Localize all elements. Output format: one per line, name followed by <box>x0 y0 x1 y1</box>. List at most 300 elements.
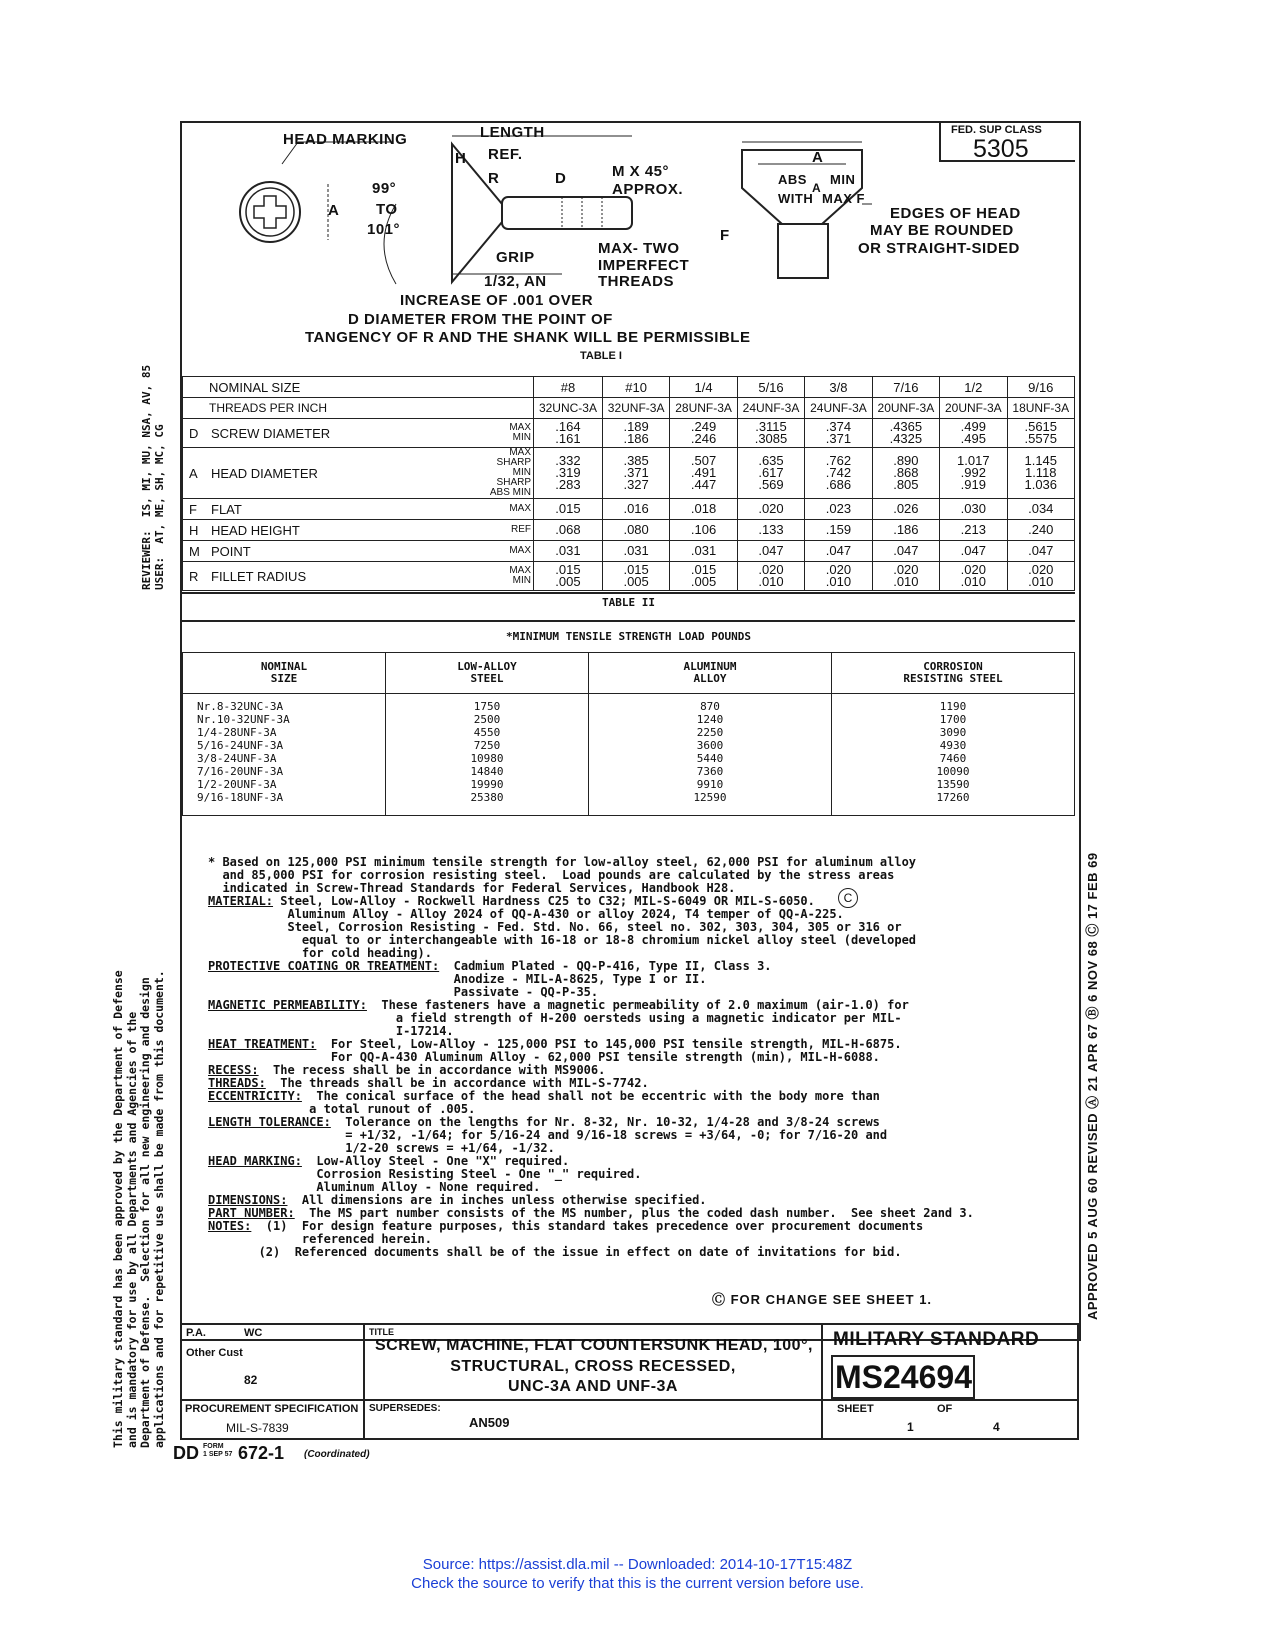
magnetic-text: These fasteners have a magnetic permeability of 2.0 maximum (air-1.0) for a field strength of H-200 oersteds using a magnetic indicator per MIL- I-17214. <box>381 998 909 1038</box>
value-text: .015 <box>690 562 717 577</box>
row-label <box>183 448 484 499</box>
value-cell <box>602 562 669 591</box>
value-text: .068 <box>555 522 581 537</box>
screw-diagram <box>182 124 1075 354</box>
value-text: .890 <box>893 453 919 468</box>
value-cell <box>940 448 1007 499</box>
value-text: .491 <box>690 465 717 480</box>
grip-label: GRIP <box>496 249 535 266</box>
part-number-label: PART NUMBER: <box>208 1206 295 1220</box>
fed-sup-class-label: FED. SUP CLASS <box>951 124 1042 136</box>
table-row <box>183 562 1075 591</box>
increase-label-2: D DIAMETER FROM THE POINT OF <box>348 311 613 328</box>
qualifier-text: MAX <box>509 503 531 514</box>
value-cell <box>670 520 737 541</box>
value-cell <box>737 448 804 499</box>
size-cell: #10 <box>602 377 669 398</box>
eccentricity-label: ECCENTRICITY: <box>208 1089 302 1103</box>
value-text: .026 <box>893 501 919 516</box>
pa-cell <box>180 1323 365 1401</box>
value-cell <box>534 541 603 562</box>
note-1: (1) For design feature purposes, this standard takes precedence over procurement documents referenced herein. <box>265 1219 924 1246</box>
value-cell <box>602 419 669 448</box>
imperfect-label: IMPERFECT <box>598 257 690 274</box>
size-cell: 7/16 <box>872 377 939 398</box>
other-cust-label: Other Cust <box>186 1347 243 1359</box>
value-text: 1.118 <box>1024 465 1057 480</box>
value-text: .015 <box>555 562 581 577</box>
thread-cell: 20UNF-3A <box>940 398 1007 419</box>
row-symbol: D <box>189 425 199 441</box>
low-alloy-column: 1750 2500 4550 7250 10980 14840 19990 25380 <box>386 694 589 816</box>
threads-label: THREADS <box>598 273 675 290</box>
supersedes-value: AN509 <box>469 1415 510 1430</box>
recess-text: The recess shall be in accordance with MS9006. <box>258 1063 606 1077</box>
approx-label: APPROX. <box>612 181 684 198</box>
magnetic-label: MAGNETIC PERMEABILITY: <box>208 998 367 1012</box>
row-symbol: R <box>189 568 199 584</box>
value-cell <box>534 562 603 591</box>
value-text: .031 <box>555 543 581 558</box>
threads-text: The threads shall be in accordance with MIL-S-7742. <box>265 1076 649 1090</box>
value-text: .020 <box>960 562 986 577</box>
value-cell <box>872 499 939 520</box>
of-label: OF <box>937 1403 953 1415</box>
value-text: .031 <box>623 543 649 558</box>
qualifier-text: MAX <box>509 422 531 433</box>
value-text: 1.036 <box>1024 477 1058 492</box>
row-label <box>183 520 484 541</box>
value-cell <box>534 520 603 541</box>
value-cell <box>737 520 804 541</box>
value-text: .164 <box>555 419 581 434</box>
size-cell: #8 <box>534 377 603 398</box>
value-text: .047 <box>1028 543 1054 558</box>
row-name: HEAD DIAMETER <box>211 465 318 481</box>
value-cell <box>872 448 939 499</box>
table-2 <box>182 652 1075 816</box>
row-label <box>183 541 484 562</box>
head-profile <box>742 150 862 224</box>
value-cell <box>602 448 669 499</box>
thread-cell: 20UNF-3A <box>872 398 939 419</box>
value-text: .742 <box>825 465 852 480</box>
row-symbol: H <box>189 522 199 538</box>
row-qualifier <box>483 562 534 591</box>
head-marking-text: Low-Alloy Steel - One "X" required. Corrosion Resisting Steel - One "_" required. Aluminum Alloy - None required. <box>316 1154 642 1194</box>
value-cell <box>805 419 872 448</box>
value-text: .4325 <box>889 431 923 446</box>
of-value: 4 <box>993 1420 1000 1434</box>
recess-label: RECESS: <box>208 1063 259 1077</box>
table-row <box>183 377 1075 398</box>
value-text: .020 <box>758 562 784 577</box>
military-standard-label: MILITARY STANDARD <box>833 1329 1040 1350</box>
value-text: .030 <box>960 501 986 516</box>
value-cell <box>805 448 872 499</box>
r-label: R <box>488 170 500 187</box>
edges-label-1: EDGES OF HEAD <box>890 205 1021 222</box>
value-text: .374 <box>825 419 852 434</box>
value-cell <box>940 562 1007 591</box>
value-cell <box>670 562 737 591</box>
ms-number: MS24694 <box>831 1355 975 1399</box>
row-label <box>183 499 484 520</box>
value-cell <box>940 541 1007 562</box>
value-cell <box>940 520 1007 541</box>
value-cell <box>872 541 939 562</box>
a-label: A <box>328 202 340 219</box>
value-cell <box>805 499 872 520</box>
value-cell <box>805 541 872 562</box>
row-symbol: M <box>189 543 200 559</box>
change-note: Ⓒ FOR CHANGE SEE SHEET 1. <box>712 1292 933 1307</box>
value-cell <box>602 541 669 562</box>
value-text: .635 <box>758 453 784 468</box>
table-row <box>183 520 1075 541</box>
value-cell <box>940 499 1007 520</box>
value-cell <box>1007 419 1074 448</box>
value-cell <box>737 499 804 520</box>
value-text: .005 <box>555 574 581 589</box>
row-symbol: A <box>189 465 198 481</box>
approval-statement: This military standard has been approved by the Department of Defense and is mandatory for use by all Departments and Agencies of the Department of Defense. Selection for all new engineering and design applications and for repetitive use shall be made from this document. <box>111 970 166 1448</box>
value-text: .686 <box>825 477 852 492</box>
value-cell <box>737 419 804 448</box>
value-text: .159 <box>825 522 852 537</box>
table-row <box>183 499 1075 520</box>
aluminum-header: ALUMINUM ALLOY <box>589 653 832 694</box>
angle-label: 99° <box>372 180 397 197</box>
value-text: .5615 <box>1024 419 1058 434</box>
value-text: .010 <box>758 574 784 589</box>
qualifier-text: ABS MIN <box>489 487 531 498</box>
table-row <box>183 448 1075 499</box>
form-small: FORM 1 SEP 57 <box>203 1443 233 1458</box>
reviewer-text <box>140 365 166 590</box>
sheet-cell <box>821 1399 1079 1440</box>
heat-label: HEAT TREATMENT: <box>208 1037 317 1051</box>
value-cell <box>602 520 669 541</box>
revision-c-badge: C <box>838 888 858 908</box>
title-cell <box>363 1323 823 1401</box>
qualifier-text: MIN <box>512 432 531 443</box>
value-cell <box>534 499 603 520</box>
pa-value: WC <box>244 1327 263 1339</box>
user-line: USER: AT, ME, SH, MC, CG <box>153 424 166 590</box>
screw-shank <box>502 197 632 229</box>
qualifier-text: MIN SHARP <box>496 467 531 488</box>
size-cell: 1/2 <box>940 377 1007 398</box>
table-row <box>183 694 1075 816</box>
value-text: 1.017 <box>957 453 990 468</box>
shank-profile <box>778 224 828 278</box>
value-cell <box>670 448 737 499</box>
row-name: FLAT <box>211 501 242 517</box>
row-name: POINT <box>211 543 251 559</box>
m-label: M X 45° <box>612 163 670 180</box>
head-marking-note-label: HEAD MARKING: <box>208 1154 302 1168</box>
row-label <box>183 419 484 448</box>
value-text: .005 <box>623 574 649 589</box>
title-block <box>180 1323 1079 1440</box>
row-qualifier <box>483 499 534 520</box>
value-text: .020 <box>1028 562 1054 577</box>
value-text: .010 <box>960 574 986 589</box>
check-line: Check the source to verify that this is the current version before use. <box>411 1575 864 1592</box>
thread-cell: 28UNF-3A <box>670 398 737 419</box>
value-text: .507 <box>690 453 717 468</box>
value-text: .332 <box>555 453 581 468</box>
value-text: .023 <box>825 501 852 516</box>
value-text: .569 <box>758 477 784 492</box>
note-2: (2) Referenced documents shall be of the issue in effect on date of invitations for bid. <box>208 1245 902 1259</box>
value-text: .371 <box>623 465 649 480</box>
cross-recess-icon <box>254 196 286 228</box>
max-f-label: MAX F <box>822 191 865 206</box>
value-text: .805 <box>893 477 919 492</box>
value-text: .992 <box>960 465 986 480</box>
value-cell <box>872 419 939 448</box>
dimensions-text: All dimensions are in inches unless otherwise specified. <box>287 1193 707 1207</box>
value-cell <box>1007 448 1074 499</box>
fed-sup-class-value: 5305 <box>973 135 1029 163</box>
value-cell <box>1007 541 1074 562</box>
table2-subtitle: *MINIMUM TENSILE STRENGTH LOAD POUNDS <box>505 630 752 643</box>
length-label: LENGTH <box>480 124 545 141</box>
table-row <box>183 653 1075 694</box>
corrosion-column: 1190 1700 3090 4930 7460 10090 13590 17260 <box>832 694 1075 816</box>
supersedes-cell <box>363 1399 823 1440</box>
value-text: .319 <box>555 465 581 480</box>
row-name: HEAD HEIGHT <box>211 522 300 538</box>
value-text: .499 <box>960 419 986 434</box>
h-label: H <box>455 150 467 167</box>
reviewer-line: REVIEWER: IS, MI, MU, NSA, AV, 85 <box>140 364 153 590</box>
table1-title: TABLE I <box>580 350 622 362</box>
material-label: MATERIAL: <box>208 894 274 908</box>
table-1 <box>182 376 1075 591</box>
threads-per-inch-label: THREADS PER INCH <box>183 398 534 419</box>
value-text: .283 <box>555 477 581 492</box>
value-cell <box>737 562 804 591</box>
qualifier-text: MAX <box>509 565 531 576</box>
other-cust-value: 82 <box>244 1373 258 1387</box>
value-text: 1.145 <box>1024 453 1058 468</box>
value-text: .161 <box>555 431 581 446</box>
nominal-size-column: Nr.8-32UNC-3A Nr.10-32UNF-3A 1/4-28UNF-3A 5/16-24UNF-3A 3/8-24UNF-3A 7/16-20UNF-3A 1/2-20UNF-3A 9/16-18UNF-3A <box>183 694 386 816</box>
title-label: TITLE <box>369 1327 394 1337</box>
value-cell <box>1007 562 1074 591</box>
abs-label: ABS <box>778 172 807 187</box>
title-line-3: UNC-3A AND UNF-3A <box>508 1378 678 1395</box>
f-label: F <box>720 227 730 244</box>
qualifier-text: MAX SHARP <box>496 447 531 468</box>
head-circle <box>240 182 300 242</box>
size-cell: 1/4 <box>670 377 737 398</box>
value-cell <box>737 541 804 562</box>
supersedes-label: SUPERSEDES: <box>369 1403 441 1414</box>
title-line-1: SCREW, MACHINE, FLAT COUNTERSUNK HEAD, 100°, <box>375 1337 813 1354</box>
edges-label-3: OR STRAIGHT-SIDED <box>858 240 1020 257</box>
value-text: .047 <box>825 543 852 558</box>
procurement-label: PROCUREMENT SPECIFICATION <box>185 1403 359 1415</box>
part-number-text: The MS part number consists of the MS number, plus the coded dash number. See sheet 2and 3. <box>294 1206 974 1220</box>
d-label: D <box>555 170 567 187</box>
thread-cell: 24UNF-3A <box>805 398 872 419</box>
size-cell: 9/16 <box>1007 377 1074 398</box>
value-text: .047 <box>960 543 986 558</box>
value-text: .010 <box>893 574 919 589</box>
value-text: .447 <box>690 477 717 492</box>
value-text: .762 <box>825 453 852 468</box>
value-cell <box>534 419 603 448</box>
nominal-size-label: NOMINAL SIZE <box>183 377 534 398</box>
qualifier-text: MAX <box>509 545 531 556</box>
form-coordinated: (Coordinated) <box>304 1449 370 1460</box>
value-text: .010 <box>825 574 852 589</box>
value-cell <box>805 520 872 541</box>
an-label: 1/32, AN <box>484 273 547 290</box>
corrosion-header: CORROSION RESISTING STEEL <box>832 653 1075 694</box>
value-text: .868 <box>893 465 919 480</box>
row-qualifier <box>483 541 534 562</box>
value-text: .016 <box>623 501 649 516</box>
with-label: WITH <box>778 191 814 206</box>
value-text: .015 <box>623 562 649 577</box>
value-text: .5575 <box>1024 431 1058 446</box>
thread-cell: 32UNC-3A <box>534 398 603 419</box>
increase-label-3: TANGENCY OF R AND THE SHANK WILL BE PERMISSIBLE <box>305 329 751 346</box>
source-line: Source: https://assist.dla.mil -- Downloaded: 2014-10-17T15:48Z <box>422 1556 853 1573</box>
value-text: .031 <box>690 543 717 558</box>
row-name: SCREW DIAMETER <box>211 425 331 441</box>
value-text: .047 <box>758 543 784 558</box>
table2-title: TABLE II <box>602 596 655 609</box>
thread-cell: 24UNF-3A <box>737 398 804 419</box>
length-tolerance-text: Tolerance on the lengths for Nr. 8-32, Nr. 10-32, 1/4-28 and 3/8-24 screws = +1/32, -1/64; for 5/16-24 and 9/16-18 screws = +3/64, -0; for 7/16-20 and 1/2-20 screws = +1/64, -1/32. <box>345 1115 888 1155</box>
value-text: .020 <box>825 562 852 577</box>
value-cell <box>534 448 603 499</box>
procurement-cell <box>180 1399 365 1440</box>
row-qualifier <box>483 520 534 541</box>
dimensions-label: DIMENSIONS: <box>208 1193 288 1207</box>
value-text: .034 <box>1028 501 1054 516</box>
value-text: .240 <box>1028 522 1054 537</box>
procurement-value: MIL-S-7839 <box>226 1421 289 1435</box>
title-line-2: STRUCTURAL, CROSS RECESSED, <box>450 1358 736 1375</box>
notes-label: NOTES: <box>208 1219 252 1233</box>
value-cell <box>872 520 939 541</box>
value-cell <box>872 562 939 591</box>
protective-text: Cadmium Plated - QQ-P-416, Type II, Class 3. Anodize - MIL-A-8625, Type I or II. Passivate - QQ-P-35. <box>453 959 772 999</box>
size-cell: 3/8 <box>805 377 872 398</box>
material-text: Steel, Low-Alloy - Rockwell Hardness C25 to C32; MIL-S-6049 OR MIL-S-6050. Aluminum Alloy - Alloy 2024 of QQ-A-430 or alloy 2024, T4 temper of QQ-A-225. Steel, Corrosion Resisting - Fed. Std. No. 66, steel no. 302, 303, 304, 305 or 316 or equal to or interchangeable with 16-18 or 18-8 chromium nickel alloy steel (developed for cold heading). <box>280 894 917 960</box>
a-mid-label: A <box>812 181 822 195</box>
low-alloy-header: LOW-ALLOY STEEL <box>386 653 589 694</box>
value-text: .617 <box>758 465 784 480</box>
form-number: 672-1 <box>238 1443 285 1463</box>
value-cell <box>805 562 872 591</box>
min-label: MIN <box>830 172 856 187</box>
value-text: .080 <box>623 522 649 537</box>
protective-label: PROTECTIVE COATING OR TREATMENT: <box>208 959 440 973</box>
a-top-label: A <box>812 149 824 166</box>
value-text: .186 <box>893 522 919 537</box>
value-text: .106 <box>690 522 717 537</box>
qualifier-text: REF <box>511 524 531 535</box>
eccentricity-text: The conical surface of the head shall not be eccentric with the body more than a total runout of .005. <box>309 1089 880 1116</box>
value-text: .246 <box>690 431 717 446</box>
value-cell <box>1007 520 1074 541</box>
pa-label: P.A. <box>186 1327 206 1339</box>
value-text: .047 <box>893 543 919 558</box>
notes-block <box>208 856 1048 1259</box>
value-text: .3115 <box>755 419 787 434</box>
size-cell: 5/16 <box>737 377 804 398</box>
sheet-label: SHEET <box>837 1403 874 1415</box>
value-text: .327 <box>623 477 649 492</box>
threads-note-label: THREADS: <box>208 1076 266 1090</box>
row-symbol: F <box>189 501 197 517</box>
value-text: .020 <box>893 562 919 577</box>
value-text: .371 <box>825 431 852 446</box>
value-cell <box>1007 499 1074 520</box>
max-two-label: MAX- TWO <box>598 240 680 257</box>
value-text: .133 <box>758 522 784 537</box>
form-dd: DD <box>173 1443 199 1463</box>
value-cell <box>670 541 737 562</box>
increase-label-1: INCREASE OF .001 OVER <box>400 292 594 309</box>
nominal-size-header: NOMINAL SIZE <box>183 653 386 694</box>
length-tolerance-label: LENGTH TOLERANCE: <box>208 1115 331 1129</box>
footnote: * Based on 125,000 PSI minimum tensile strength for low-alloy steel, 62,000 PSI for aluminum alloy and 85,000 PSI for corrosion resisting steel. Load pounds are calculated by the stress areas indicated in Screw-Thread Standards for Federal Services, Handbook H28. <box>208 855 917 895</box>
edges-label-2: MAY BE ROUNDED <box>870 222 1014 239</box>
thread-cell: 18UNF-3A <box>1007 398 1074 419</box>
value-cell <box>670 419 737 448</box>
table-row <box>183 419 1075 448</box>
table-row <box>183 541 1075 562</box>
value-cell <box>670 499 737 520</box>
value-text: .186 <box>623 431 649 446</box>
heat-text: For Steel, Low-Alloy - 125,000 PSI to 145,000 PSI tensile strength, MIL-H-6875. For QQ-A-430 Aluminum Alloy - 62,000 PSI tensile strength (min), MIL-H-6088. <box>330 1037 902 1064</box>
value-text: .249 <box>690 419 717 434</box>
value-text: .018 <box>690 501 717 516</box>
head-inner-circle <box>246 188 294 236</box>
table-row <box>183 398 1075 419</box>
ref-label: REF. <box>488 146 523 163</box>
value-text: .4365 <box>889 419 923 434</box>
row-qualifier <box>483 448 534 499</box>
value-text: .213 <box>960 522 986 537</box>
value-text: .005 <box>690 574 717 589</box>
revision-history: APPROVED 5 AUG 60 REVISED Ⓐ 21 APR 67 Ⓑ 6 NOV 68 Ⓒ 17 FEB 69 <box>1085 852 1100 1320</box>
angle-max-label: 101° <box>367 221 401 238</box>
thread-cell: 32UNF-3A <box>602 398 669 419</box>
qualifier-text: MIN <box>512 575 531 586</box>
value-text: .919 <box>960 477 986 492</box>
value-text: .495 <box>960 431 986 446</box>
value-text: .020 <box>758 501 784 516</box>
value-text: .010 <box>1028 574 1054 589</box>
row-name: FILLET RADIUS <box>211 568 307 584</box>
aluminum-column: 870 1240 2250 3600 5440 7360 9910 12590 <box>589 694 832 816</box>
sheet-value: 1 <box>907 1420 914 1434</box>
standard-cell <box>821 1323 1079 1401</box>
value-text: .3085 <box>754 431 788 446</box>
value-cell <box>940 419 1007 448</box>
row-qualifier <box>483 419 534 448</box>
